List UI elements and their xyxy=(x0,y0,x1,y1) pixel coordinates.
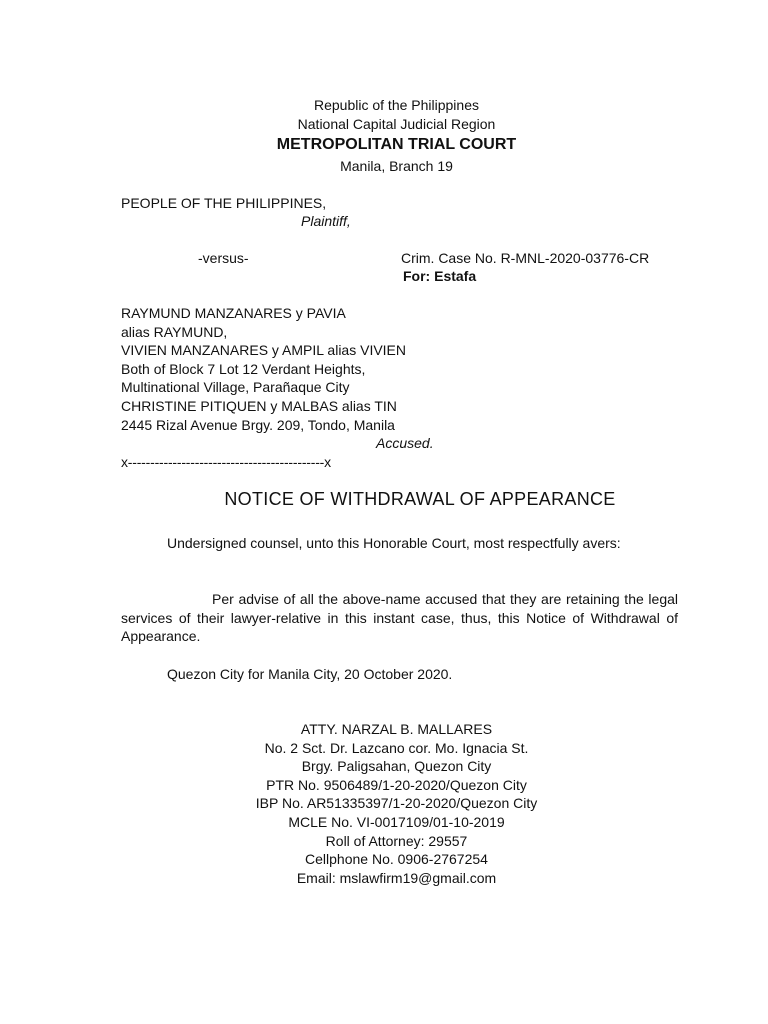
accused-line: Multinational Village, Parañaque City xyxy=(121,379,350,395)
court-branch: Manila, Branch 19 xyxy=(340,158,453,175)
plaintiff-name: PEOPLE OF THE PHILIPPINES, xyxy=(121,195,327,211)
paragraph-text: Per advise of all the above-name accused that they are retaining the legal services of their lawyer-relative in this instant case, thus, this Notice of Withdrawal of Appearance. xyxy=(121,591,678,645)
accused-line: RAYMUND MANZANARES y PAVIA xyxy=(121,305,346,321)
accused-line: alias RAYMUND, xyxy=(121,324,228,340)
court-header xyxy=(0,96,768,176)
header-line-region: National Capital Judicial Region xyxy=(297,115,496,132)
accused-line: CHRISTINE PITIQUEN y MALBAS alias TIN xyxy=(121,398,397,414)
counsel-phone: Cellphone No. 0906-2767254 xyxy=(305,851,488,868)
case-number: Crim. Case No. R-MNL-2020-03776-CR xyxy=(401,250,650,266)
counsel-email: Email: mslawfirm19@gmail.com xyxy=(296,869,497,886)
versus-label: -versus- xyxy=(198,250,249,266)
signature-block xyxy=(0,720,768,887)
counsel-ibp: IBP No. AR51335397/1-20-2020/Quezon City xyxy=(255,795,538,812)
body-paragraph-2 xyxy=(121,590,678,646)
counsel-address: Brgy. Paligsahan, Quezon City xyxy=(301,758,492,775)
court-name: METROPOLITAN TRIAL COURT xyxy=(276,136,517,154)
plaintiff-role: Plaintiff, xyxy=(301,213,351,229)
accused-line: VIVIEN MANZANARES y AMPIL alias VIVIEN xyxy=(121,342,407,358)
body-paragraph-1 xyxy=(121,534,678,553)
counsel-ptr: PTR No. 9506489/1-20-2020/Quezon City xyxy=(266,776,527,793)
case-offense: For: Estafa xyxy=(403,268,477,284)
counsel-name: ATTY. NARZAL B. MALLARES xyxy=(300,721,493,737)
document-title: NOTICE OF WITHDRAWAL OF APPEARANCE xyxy=(224,489,616,509)
counsel-address: No. 2 Sct. Dr. Lazcano cor. Mo. Ignacia St. xyxy=(264,739,529,756)
place-date: Quezon City for Manila City, 20 October 2020. xyxy=(167,666,453,682)
counsel-roll: Roll of Attorney: 29557 xyxy=(325,832,468,849)
accused-role: Accused. xyxy=(376,435,434,451)
caption-separator: x--------------------------------------------x xyxy=(121,454,331,470)
counsel-mcle: MCLE No. VI-0017109/01-10-2019 xyxy=(288,813,505,830)
accused-line: 2445 Rizal Avenue Brgy. 209, Tondo, Manila xyxy=(121,417,395,433)
paragraph-text: Undersigned counsel, unto this Honorable Court, most respectfully avers: xyxy=(167,535,621,551)
header-line-republic: Republic of the Philippines xyxy=(314,97,479,113)
accused-line: Both of Block 7 Lot 12 Verdant Heights, xyxy=(121,361,366,377)
